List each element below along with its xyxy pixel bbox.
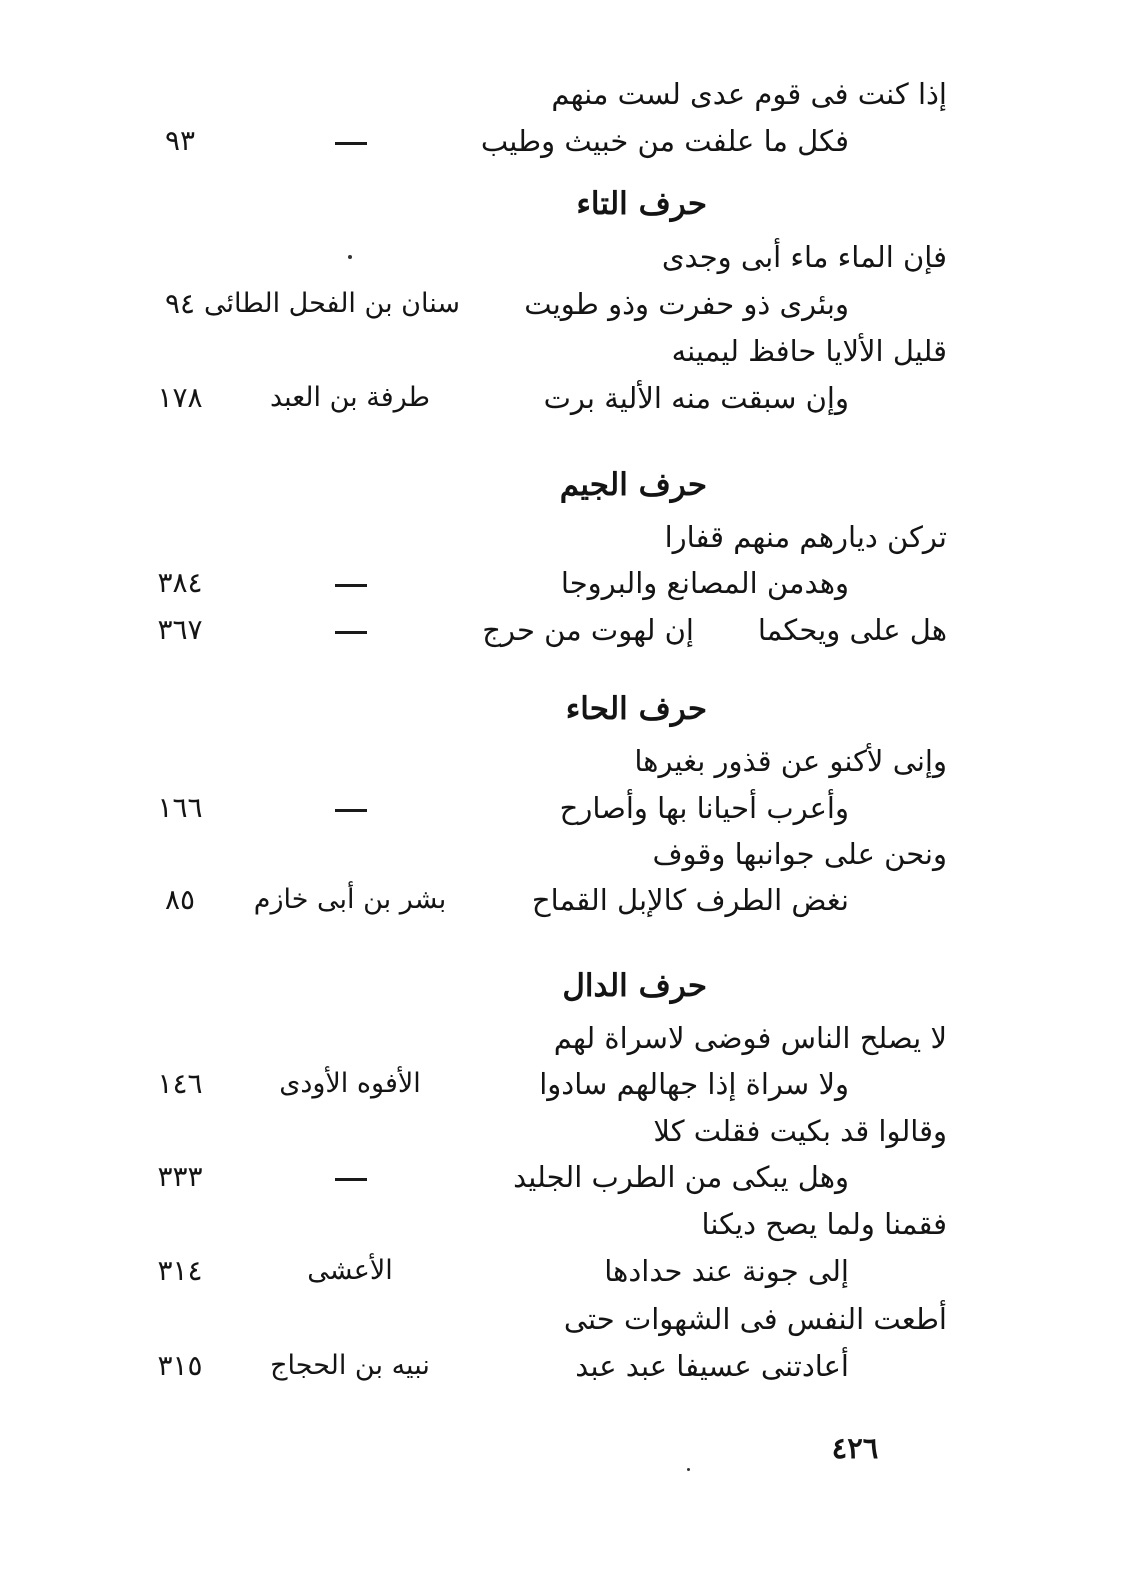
page-number: ٤٢٦	[831, 1431, 879, 1465]
page-reference: ٩٤	[164, 287, 196, 320]
page-reference: ٨٥	[164, 883, 196, 916]
poet-name: سنان بن الفحل الطائى	[203, 288, 460, 319]
poet-unknown-dash	[320, 563, 390, 603]
verse-second-hemistich: إن لهوت من حرج	[482, 613, 694, 647]
section-heading: حرف التاء	[576, 186, 707, 222]
verse-first-hemistich: لا يصلح الناس فوضى لاسراة لهم	[553, 1021, 947, 1055]
ink-speck	[348, 255, 352, 259]
verse-second-hemistich: وأعرب أحيانا بها وأصارح	[559, 791, 849, 825]
verse-second-hemistich: نغض الطرف كالإبل القماح	[531, 883, 849, 917]
verse-first-hemistich: وقالوا قد بكيت فقلت كلا	[653, 1114, 947, 1148]
poet-unknown-dash	[320, 788, 390, 828]
verse-second-hemistich: ولا سراة إذا جهالهم سادوا	[539, 1067, 849, 1101]
verse-first-hemistich: إذا كنت فى قوم عدى لست منهم	[551, 77, 947, 111]
verse-first-hemistich: تركن ديارهم منهم قفارا	[664, 520, 947, 554]
poet-unknown-dash	[320, 121, 390, 161]
page-reference: ١٦٦	[157, 791, 203, 824]
section-heading: حرف الدال	[562, 968, 707, 1004]
poet-name: الأعشى	[307, 1255, 393, 1286]
page-reference: ١٤٦	[157, 1067, 203, 1100]
page-reference: ٣٦٧	[157, 613, 203, 646]
poet-unknown-dash	[320, 610, 390, 650]
verse-first-hemistich: هل على ويحكما	[757, 613, 947, 647]
verse-second-hemistich: وبئرى ذو حفرت وذو طويت	[524, 287, 849, 321]
verse-second-hemistich: وهدمن المصانع والبروجا	[560, 566, 849, 600]
poet-name: طرفة بن العبد	[269, 382, 431, 413]
section-heading: حرف الحاء	[565, 691, 707, 727]
page-reference: ٣٨٤	[157, 566, 203, 599]
poet-name: بشر بن أبى خازم	[253, 884, 447, 915]
page-reference: ١٧٨	[157, 381, 203, 414]
verse-first-hemistich: أطعت النفس فى الشهوات حتى	[563, 1302, 947, 1336]
verse-second-hemistich: وإن سبقت منه الألية برت	[543, 381, 849, 415]
verse-second-hemistich: أعادتنى عسيفا عبد عبد	[575, 1349, 849, 1383]
section-heading: حرف الجيم	[559, 467, 707, 503]
verse-second-hemistich: فكل ما علفت من خبيث وطيب	[480, 124, 849, 158]
page-reference: ٣١٤	[157, 1254, 203, 1287]
poet-name: الأفوه الأودى	[279, 1068, 421, 1099]
verse-second-hemistich: إلى جونة عند حدادها	[604, 1254, 849, 1288]
poet-name: نبيه بن الحجاج	[270, 1350, 430, 1381]
poet-unknown-dash	[320, 1157, 390, 1197]
verse-first-hemistich: قليل الألايا حافظ ليمينه	[671, 334, 947, 368]
verse-first-hemistich: فقمنا ولما يصح ديكنا	[701, 1207, 947, 1241]
verse-first-hemistich: ونحن على جوانبها وقوف	[652, 837, 947, 871]
page-reference: ٩٣	[164, 124, 196, 157]
page-reference: ٣١٥	[157, 1349, 203, 1382]
page-reference: ٣٣٣	[157, 1160, 203, 1193]
verse-second-hemistich: وهل يبكى من الطرب الجليد	[513, 1160, 849, 1194]
verse-first-hemistich: وإنى لأكنو عن قذور بغيرها	[634, 744, 947, 778]
verse-first-hemistich: فإن الماء ماء أبى وجدى	[661, 240, 947, 274]
ink-speck	[687, 1468, 690, 1471]
